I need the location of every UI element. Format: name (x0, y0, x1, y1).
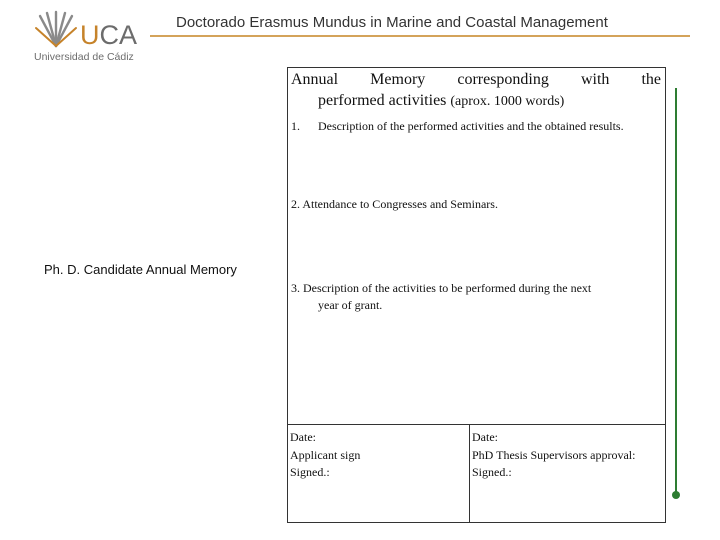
memory-title-line2: performed activities (aprox. 1000 words) (318, 92, 565, 109)
green-dot-icon (672, 491, 680, 499)
logo-wordmark: UCA (80, 20, 138, 50)
section-2: 2. Attendance to Congresses and Seminars. (291, 197, 498, 211)
side-label: Ph. D. Candidate Annual Memory (44, 262, 237, 277)
applicant-sign-cell: Date: Applicant sign Signed.: (290, 430, 361, 479)
memory-title (291, 69, 661, 112)
header-divider (150, 35, 690, 37)
signature-row (288, 424, 665, 522)
header-title: Doctorado Erasmus Mundus in Marine and Coastal Management (176, 14, 608, 31)
fan-emblem-icon (34, 10, 78, 50)
section-1-number: 1. (291, 119, 300, 133)
logo-subtitle: Universidad de Cádiz (34, 51, 134, 63)
uca-logo (34, 10, 174, 66)
section-1-text: Description of the performed activities and the obtained results. (318, 119, 624, 133)
section-1 (291, 118, 661, 135)
supervisor-approval-cell: Date: PhD Thesis Supervisors approval: Signed.: (472, 430, 636, 479)
section-3: 3. Description of the activities to be performed during the next year of grant. (291, 281, 592, 312)
annual-memory-form (287, 67, 666, 523)
memory-title-line1: Annual Memory corresponding with the (291, 71, 661, 88)
signature-divider (469, 425, 470, 523)
green-vertical-line (675, 88, 677, 494)
